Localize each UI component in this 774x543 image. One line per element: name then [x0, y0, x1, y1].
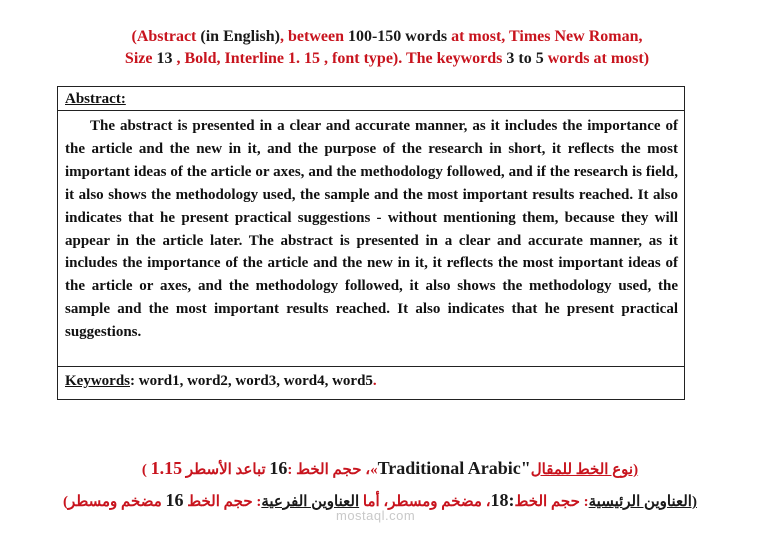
ar2-style: ، مضخم ومسطر، أما: [359, 494, 491, 510]
keywords-value: : word1, word2, word3, word4, word5: [130, 373, 373, 389]
instructions-line-1: [40, 26, 734, 48]
instr-in-english: (in English): [196, 28, 280, 45]
instr-size-value: 13: [156, 50, 173, 67]
instr-style: , Bold, Interline 1. 15 , font type). The keywords: [172, 50, 507, 67]
ar1-spacing-value: 1.15: [150, 458, 183, 478]
ar2-sub-size-label: : حجم الخط: [183, 494, 262, 510]
formatting-instructions: [40, 26, 734, 70]
ar1-font-name: "Traditional Arabic: [377, 458, 531, 478]
instr-words-at-most: words at most): [543, 50, 650, 67]
ar1-size-label: »، حجم الخط :: [287, 462, 378, 478]
instructions-line-2: [40, 48, 734, 70]
instr-words: words: [401, 28, 452, 45]
watermark: mostaql.com: [336, 508, 416, 523]
ar2-sub-size-value: 16: [165, 490, 184, 510]
instr-between: , between: [279, 28, 348, 45]
ar1-spacing-label: تباعد الأسطر: [182, 462, 270, 478]
ar2-sub-headings: العناوين الفرعية: [261, 494, 360, 510]
ar2-sub-style: مضخم ومسطر): [63, 494, 166, 510]
ar1-close: ): [141, 462, 151, 478]
ar1-size-value: 16: [269, 458, 288, 478]
instr-kw-max: 5: [535, 50, 544, 67]
keywords-label: Keywords: [65, 373, 130, 389]
ar2-main-headings: (العناوين الرئيسية: [588, 494, 697, 510]
instr-to: to: [514, 50, 536, 67]
ar2-size-value: :18: [490, 490, 515, 510]
instr-size: Size: [124, 50, 157, 67]
keywords-period: .: [372, 373, 377, 389]
instr-font-name: at most, Times New Roman,: [451, 28, 643, 45]
ar2-size-label: : حجم الخط: [514, 494, 589, 510]
arabic-font-instruction: [90, 455, 690, 483]
instr-word-range: 100-150: [347, 28, 402, 45]
instr-abstract: (Abstract: [131, 28, 197, 45]
abstract-heading-row: [58, 87, 684, 111]
ar1-font-type: (نوع الخط للمقال: [530, 462, 639, 478]
instr-kw-min: 3: [506, 50, 515, 67]
keywords-row[interactable]: [58, 367, 684, 391]
abstract-body[interactable]: The abstract is presented in a clear and accurate manner, as it includes the importance of the article and the new in it, and the purpose of the research in short, it reflects the most important ideas of the article or axes, and the methodology followed, and if the research is field, it also shows the methodology used, the sample and the most important results reached. It also indicates that he present practical suggestions - without mentioning them, because they will appear in the article later. The abstract is presented in a clear and accurate manner, as it includes the importance of the article and the new in it, it reflects the most important ideas of the article or axes, and the methodology followed, it also shows the methodology used, the sample and the most important results reached. It also indicates that he present practical suggestions.: [58, 111, 684, 367]
abstract-heading: Abstract:: [65, 91, 126, 107]
abstract-table: [57, 86, 685, 400]
